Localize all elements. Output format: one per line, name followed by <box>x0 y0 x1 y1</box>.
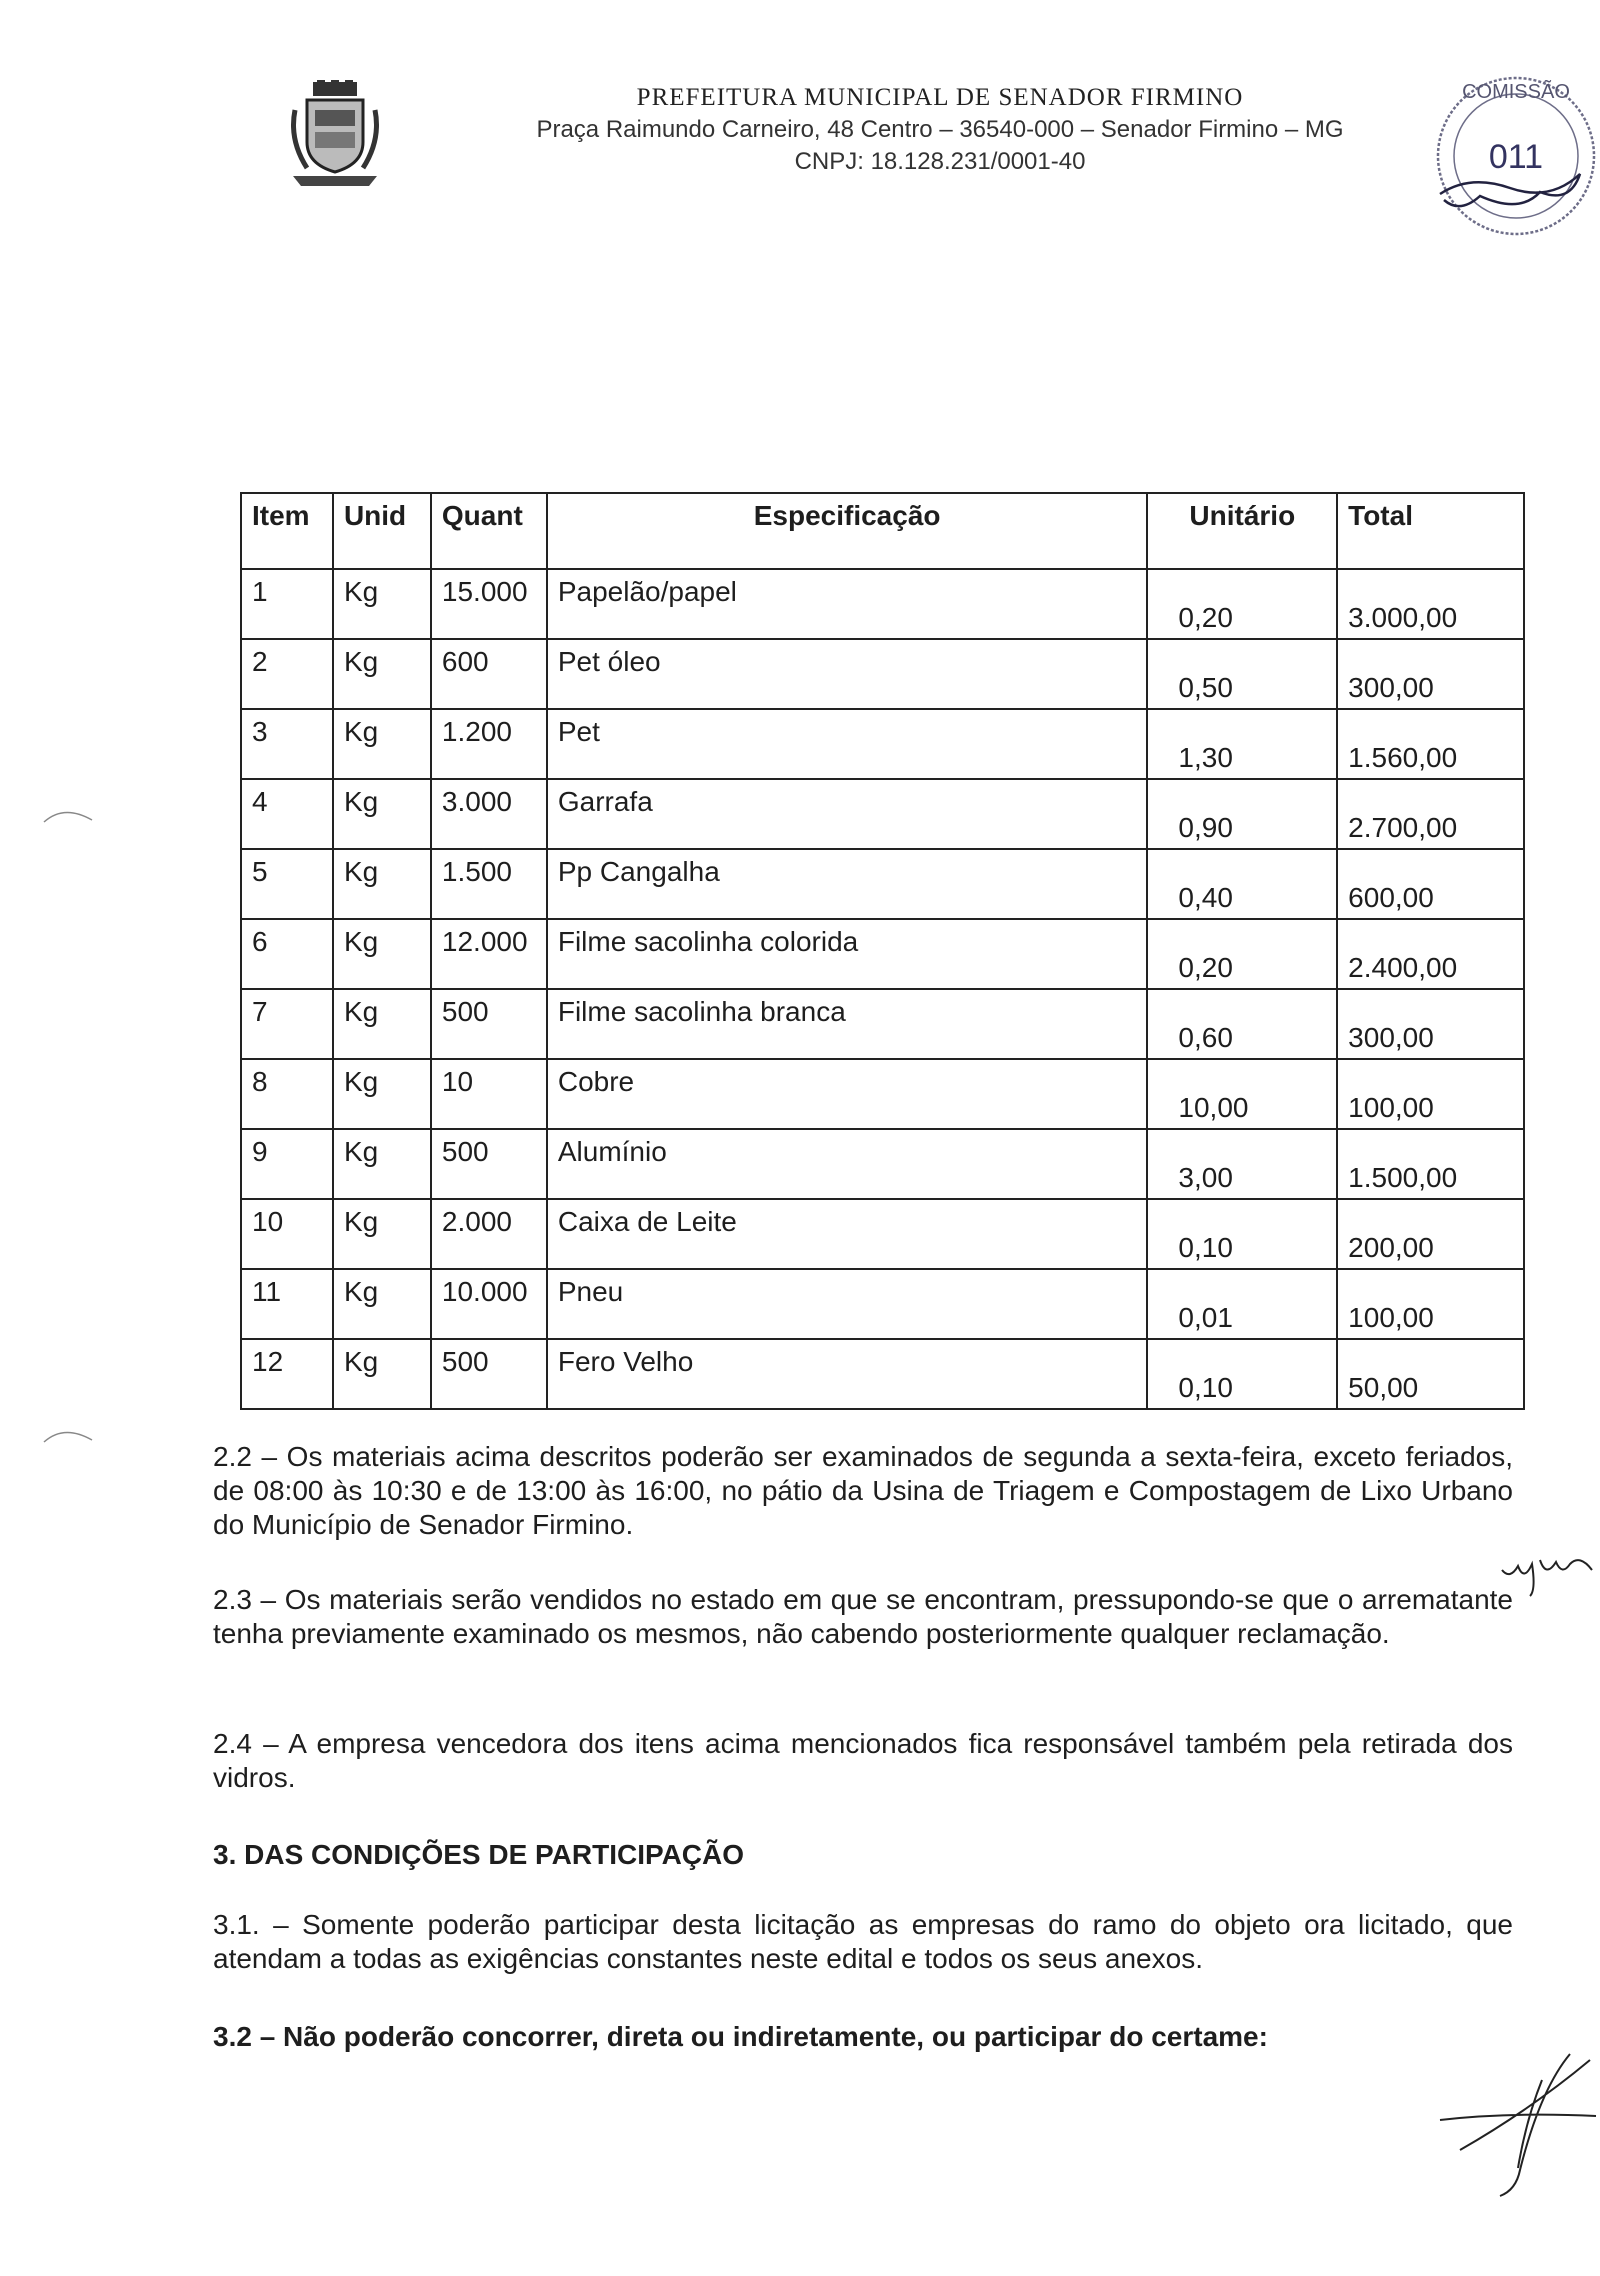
table-row <box>241 1339 1524 1409</box>
table-row <box>241 1199 1524 1269</box>
cell-quant: 15.000 <box>431 569 547 639</box>
cell-unit-price: 0,20 <box>1147 919 1337 989</box>
margin-mark <box>40 800 100 830</box>
letterhead <box>420 84 1460 176</box>
cell-quant: 500 <box>431 1339 547 1409</box>
cell-total: 1.560,00 <box>1337 709 1524 779</box>
cell-total: 300,00 <box>1337 639 1524 709</box>
cell-spec: Fero Velho <box>547 1339 1148 1409</box>
cell-unid: Kg <box>333 1339 431 1409</box>
header-unit-price: Unitário <box>1147 493 1337 569</box>
cell-item: 9 <box>241 1129 333 1199</box>
header-total: Total <box>1337 493 1524 569</box>
cell-unid: Kg <box>333 1059 431 1129</box>
cell-total: 1.500,00 <box>1337 1129 1524 1199</box>
cell-unit-price: 0,10 <box>1147 1199 1337 1269</box>
table-row <box>241 919 1524 989</box>
cell-quant: 2.000 <box>431 1199 547 1269</box>
cell-item: 12 <box>241 1339 333 1409</box>
cell-unit-price: 0,10 <box>1147 1339 1337 1409</box>
letterhead-cnpj: CNPJ: 18.128.231/0001-40 <box>794 148 1086 175</box>
cell-total: 100,00 <box>1337 1059 1524 1129</box>
cell-unit-price: 0,01 <box>1147 1269 1337 1339</box>
cell-total: 100,00 <box>1337 1269 1524 1339</box>
cell-item: 2 <box>241 639 333 709</box>
paragraph-2-3: 2.3 – Os materiais serão vendidos no estado em que se encontram, pressupondo-se que o arrematante tenha previamente examinado os mesmos, não cabendo posteriormente qualquer reclamação. <box>213 1584 1513 1649</box>
items-table <box>240 492 1525 1410</box>
letterhead-name: PREFEITURA MUNICIPAL DE SENADOR FIRMINO <box>636 84 1244 111</box>
paragraph-3-2: 3.2 – Não poderão concorrer, direta ou indiretamente, ou participar do certame: <box>213 2021 1268 2052</box>
cell-spec: Papelão/papel <box>547 569 1148 639</box>
cell-quant: 500 <box>431 1129 547 1199</box>
cell-total: 600,00 <box>1337 849 1524 919</box>
handwritten-initials <box>1500 1530 1600 1600</box>
table-row <box>241 709 1524 779</box>
cell-quant: 12.000 <box>431 919 547 989</box>
cell-unid: Kg <box>333 1129 431 1199</box>
cell-total: 50,00 <box>1337 1339 1524 1409</box>
cell-unit-price: 0,40 <box>1147 849 1337 919</box>
cell-unid: Kg <box>333 709 431 779</box>
cell-spec: Alumínio <box>547 1129 1148 1199</box>
cell-quant: 3.000 <box>431 779 547 849</box>
cell-item: 5 <box>241 849 333 919</box>
cell-quant: 1.200 <box>431 709 547 779</box>
cell-spec: Pet óleo <box>547 639 1148 709</box>
cell-quant: 1.500 <box>431 849 547 919</box>
cell-item: 8 <box>241 1059 333 1129</box>
table-row <box>241 569 1524 639</box>
cell-total: 2.400,00 <box>1337 919 1524 989</box>
cell-quant: 600 <box>431 639 547 709</box>
cell-spec: Pneu <box>547 1269 1148 1339</box>
cell-spec: Caixa de Leite <box>547 1199 1148 1269</box>
cell-unid: Kg <box>333 1199 431 1269</box>
cell-quant: 10 <box>431 1059 547 1129</box>
cell-total: 300,00 <box>1337 989 1524 1059</box>
cell-item: 7 <box>241 989 333 1059</box>
header-quant: Quant <box>431 493 547 569</box>
cell-total: 3.000,00 <box>1337 569 1524 639</box>
paragraph-3-1: 3.1. – Somente poderão participar desta licitação as empresas do ramo do objeto ora licitado, que atendam a todas as exigências constantes neste edital e todos os seus anexos. <box>213 1909 1513 1974</box>
paragraph-2-2: 2.2 – Os materiais acima descritos poderão ser examinados de segunda a sexta-feira, exceto feriados, de 08:00 às 10:30 e de 13:00 às 16:00, no pátio da Usina de Triagem e Compostagem de Lixo Urbano do Município de Senador Firmino. <box>213 1441 1513 1540</box>
cell-unid: Kg <box>333 919 431 989</box>
seal-page-number: 011 <box>1488 138 1544 176</box>
cell-item: 10 <box>241 1199 333 1269</box>
cell-item: 4 <box>241 779 333 849</box>
header-item: Item <box>241 493 333 569</box>
table-header-row <box>241 493 1524 569</box>
cell-unid: Kg <box>333 569 431 639</box>
cell-unit-price: 1,30 <box>1147 709 1337 779</box>
paragraph-2-4: 2.4 – A empresa vencedora dos itens acima mencionados fica responsável também pela retirada dos vidros. <box>213 1728 1513 1793</box>
table-row <box>241 639 1524 709</box>
cell-unid: Kg <box>333 779 431 849</box>
table-row <box>241 1129 1524 1199</box>
cell-unit-price: 0,60 <box>1147 989 1337 1059</box>
table-row <box>241 1059 1524 1129</box>
cell-unit-price: 3,00 <box>1147 1129 1337 1199</box>
table-row <box>241 779 1524 849</box>
municipal-crest-icon <box>285 80 385 190</box>
cell-unit-price: 0,50 <box>1147 639 1337 709</box>
cell-unid: Kg <box>333 1269 431 1339</box>
cell-item: 3 <box>241 709 333 779</box>
cell-spec: Filme sacolinha colorida <box>547 919 1148 989</box>
cell-spec: Filme sacolinha branca <box>547 989 1148 1059</box>
cell-spec: Garrafa <box>547 779 1148 849</box>
cell-total: 200,00 <box>1337 1199 1524 1269</box>
cell-unit-price: 0,20 <box>1147 569 1337 639</box>
cell-quant: 10.000 <box>431 1269 547 1339</box>
cell-unid: Kg <box>333 639 431 709</box>
cell-item: 11 <box>241 1269 333 1339</box>
cell-unit-price: 10,00 <box>1147 1059 1337 1129</box>
cell-item: 1 <box>241 569 333 639</box>
table-row <box>241 1269 1524 1339</box>
table-row <box>241 989 1524 1059</box>
cell-spec: Cobre <box>547 1059 1148 1129</box>
cell-spec: Pet <box>547 709 1148 779</box>
section-3-heading: 3. DAS CONDIÇÕES DE PARTICIPAÇÃO <box>213 1839 745 1870</box>
cell-unid: Kg <box>333 989 431 1059</box>
cell-unit-price: 0,90 <box>1147 779 1337 849</box>
cell-item: 6 <box>241 919 333 989</box>
letterhead-address: Praça Raimundo Carneiro, 48 Centro – 36540-000 – Senador Firmino – MG <box>536 116 1344 143</box>
handwritten-signature <box>1420 2050 1600 2200</box>
cell-spec: Pp Cangalha <box>547 849 1148 919</box>
cell-quant: 500 <box>431 989 547 1059</box>
margin-mark <box>40 1420 100 1450</box>
table-row <box>241 849 1524 919</box>
cell-unid: Kg <box>333 849 431 919</box>
cell-total: 2.700,00 <box>1337 779 1524 849</box>
commission-seal-stamp <box>1420 64 1600 244</box>
header-unid: Unid <box>333 493 431 569</box>
header-spec: Especificação <box>547 493 1148 569</box>
seal-text: COMISSÃO <box>1462 81 1570 103</box>
